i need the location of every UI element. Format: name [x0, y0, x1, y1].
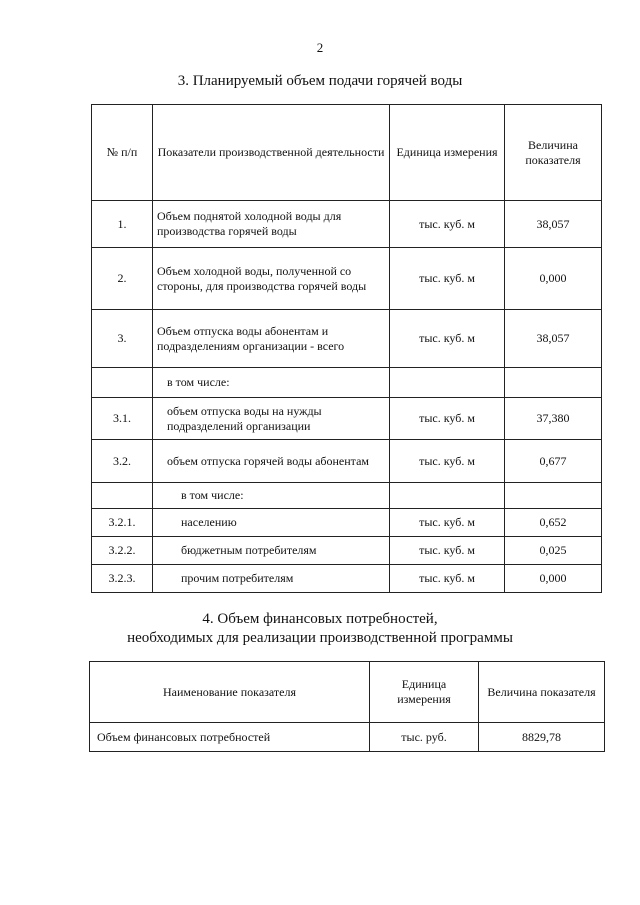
- row-num: 3.1.: [92, 398, 153, 440]
- row-value: 38,057: [505, 310, 602, 368]
- row-num: 3.2.2.: [92, 537, 153, 565]
- row-value: 0,652: [505, 509, 602, 537]
- row-unit: тыс. куб. м: [390, 248, 505, 310]
- row-num: 3.2.1.: [92, 509, 153, 537]
- table-row: [92, 483, 602, 509]
- table-row: [92, 310, 602, 368]
- row-unit: тыс. куб. м: [390, 565, 505, 593]
- row-indicator: прочим потребителям: [153, 565, 390, 593]
- row-indicator: объем отпуска воды на нужды подразделений организации: [153, 398, 390, 440]
- row-unit: тыс. куб. м: [390, 440, 505, 483]
- header-indicator: Показатели производственной деятельности: [153, 105, 390, 201]
- table-row: [92, 440, 602, 483]
- row-indicator-name: Объем финансовых потребностей: [90, 723, 370, 752]
- row-indicator: населению: [153, 509, 390, 537]
- section-4-title: [0, 610, 640, 648]
- row-value: 38,057: [505, 201, 602, 248]
- row-unit: тыс. куб. м: [390, 509, 505, 537]
- table-row: [92, 509, 602, 537]
- table-row: [92, 368, 602, 398]
- row-unit: тыс. куб. м: [390, 537, 505, 565]
- header-value: Величина показателя: [479, 662, 605, 723]
- table-row: [92, 398, 602, 440]
- header-indicator-name: Наименование показателя: [90, 662, 370, 723]
- row-value: [505, 368, 602, 398]
- row-indicator: Объем отпуска воды абонентам и подразделениям организации - всего: [153, 310, 390, 368]
- row-num: 3.: [92, 310, 153, 368]
- header-unit: Единица измерения: [390, 105, 505, 201]
- row-unit: тыс. куб. м: [390, 398, 505, 440]
- row-unit: [390, 483, 505, 509]
- row-num: 3.2.3.: [92, 565, 153, 593]
- row-num: [92, 368, 153, 398]
- table-row: [92, 537, 602, 565]
- row-unit: тыс. куб. м: [390, 310, 505, 368]
- header-value: Величина показателя: [505, 105, 602, 201]
- row-num: 2.: [92, 248, 153, 310]
- row-num: [92, 483, 153, 509]
- row-value: 37,380: [505, 398, 602, 440]
- header-num: № п/п: [92, 105, 153, 201]
- table-row: [92, 201, 602, 248]
- row-value: 0,000: [505, 565, 602, 593]
- table-row: [92, 565, 602, 593]
- row-value: 0,025: [505, 537, 602, 565]
- header-unit: Единица измерения: [370, 662, 479, 723]
- row-indicator: объем отпуска горячей воды абонентам: [153, 440, 390, 483]
- page-number: 2: [316, 40, 324, 55]
- row-num: 3.2.: [92, 440, 153, 483]
- row-indicator: бюджетным потребителям: [153, 537, 390, 565]
- row-value: [505, 483, 602, 509]
- row-indicator: в том числе:: [153, 368, 390, 398]
- table-header-row: [90, 662, 605, 723]
- section-3-title: 3. Планируемый объем подачи горячей воды: [177, 73, 463, 89]
- row-unit: [390, 368, 505, 398]
- row-value: 8829,78: [479, 723, 605, 752]
- section-4-title-line-2: необходимых для реализации производственной программы: [127, 630, 513, 646]
- financial-needs-table: [89, 661, 605, 752]
- row-value: 0,000: [505, 248, 602, 310]
- row-value: 0,677: [505, 440, 602, 483]
- row-indicator: Объем поднятой холодной воды для производства горячей воды: [153, 201, 390, 248]
- section-4-title-line-1: 4. Объем финансовых потребностей,: [202, 611, 438, 627]
- row-indicator: в том числе:: [153, 483, 390, 509]
- row-indicator: Объем холодной воды, полученной со стороны, для производства горячей воды: [153, 248, 390, 310]
- row-num: 1.: [92, 201, 153, 248]
- table-header-row: [92, 105, 602, 201]
- row-unit: тыс. куб. м: [390, 201, 505, 248]
- row-unit: тыс. руб.: [370, 723, 479, 752]
- table-row: [90, 723, 605, 752]
- table-row: [92, 248, 602, 310]
- water-supply-table: [91, 104, 602, 593]
